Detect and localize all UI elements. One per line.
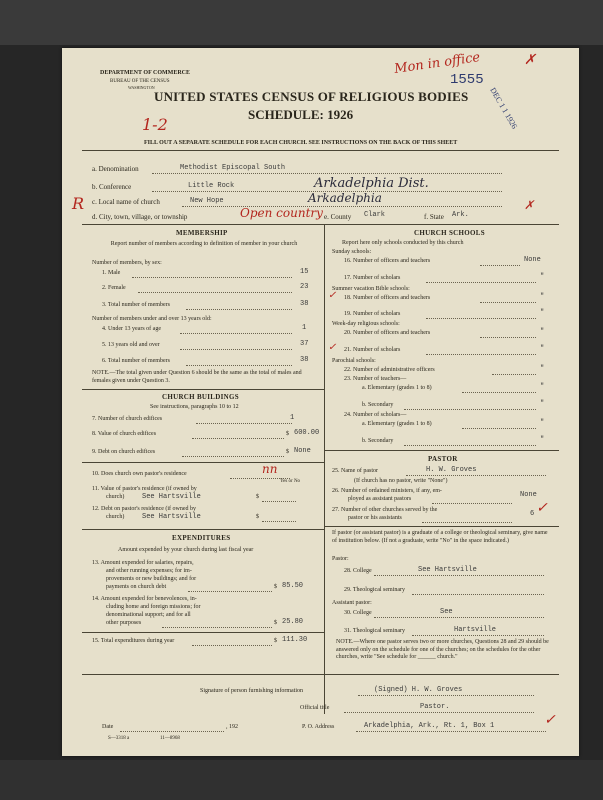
state-value: Ark. — [452, 211, 469, 219]
buildings-instructions: See instructions, paragraphs 10 to 12 — [150, 404, 239, 410]
form-number: S—3318 a — [108, 736, 130, 741]
assistant-college-label: 30. College — [344, 610, 372, 616]
over-13-label: 5. 13 years old and over — [102, 342, 160, 348]
benevolences-label-3: denominational support; and for all — [106, 612, 191, 618]
running-expenses-line — [188, 591, 272, 592]
members-by-sex-label: Number of members, by sex: — [92, 260, 162, 266]
graduate-rule — [324, 526, 559, 527]
male-line — [132, 277, 292, 278]
state-label: f. State — [424, 213, 444, 221]
membership-intro: Report number of members according to definition of member in your church — [110, 241, 298, 247]
bureau-label: BUREAU OF THE CENSUS — [110, 79, 170, 84]
summer-officers-label: 18. Number of officers and teachers — [344, 295, 431, 301]
assistant-seminary-label: 31. Theological seminary — [344, 628, 406, 634]
local-name-value: New Hope — [190, 197, 224, 205]
expenditures-rule — [82, 529, 324, 530]
summer-schools-label: Summer vacation Bible schools: — [332, 286, 410, 292]
edifices-value-line — [192, 438, 284, 439]
denomination-line — [152, 173, 502, 174]
female-label: 2. Female — [102, 285, 126, 291]
sunday-schools-label: Sunday schools: — [332, 249, 372, 255]
under-13-value: 1 — [302, 324, 307, 332]
local-name-line — [182, 206, 502, 207]
weekday-scholars-value: " — [540, 345, 545, 353]
running-expenses-label-2: and other running expenses; for im- — [106, 568, 192, 574]
sunday-officers-value: None — [524, 256, 541, 264]
female-value: 23 — [300, 283, 309, 291]
separate-schedule-instruction: FILL OUT A SEPARATE SCHEDULE FOR EACH CHURCH. SEE INSTRUCTIONS ON THE BACK OF THIS SHEET — [144, 140, 458, 146]
scholars-secondary-line — [404, 445, 536, 446]
department-label: DEPARTMENT OF COMMERCE — [100, 70, 191, 76]
residence-value-value: See Hartsville — [142, 493, 201, 501]
teachers-label: 23. Number of teachers— — [344, 376, 407, 382]
summer-scholars-line — [426, 318, 536, 319]
residence-value-label-2: church) — [106, 494, 125, 500]
expenditures-intro: Amount expended by your church during last fiscal year — [118, 547, 254, 553]
pastor-name-label: 25. Name of pastor — [332, 468, 378, 474]
admin-officers-value: " — [540, 365, 545, 373]
received-stamp-number: 1555 — [450, 72, 484, 88]
official-title-label: Official title — [300, 705, 330, 711]
pastor-rule — [324, 450, 559, 451]
teachers-secondary-value: " — [540, 400, 545, 408]
scholars-secondary-value: " — [540, 436, 545, 444]
running-expenses-label: 13. Amount expended for salaries, repairs, — [92, 560, 194, 566]
total-expenditures-value: 111.30 — [282, 636, 308, 644]
pastor-note: NOTE.—Where one pastor serves two or more churches, Questions 28 and 29 should be answered only on the schedule for one of the churches; on the schedules for the other churches, write "See schedule for ______ church." — [336, 639, 549, 660]
teachers-secondary-line — [404, 409, 536, 410]
date-year: , 192 — [226, 724, 238, 730]
edifices-debt-dollar: $ — [286, 449, 289, 455]
pastor-name-line — [406, 475, 546, 476]
scholars-elementary-line — [462, 428, 536, 429]
pastor-name-value: H. W. Groves — [426, 466, 477, 474]
yes-or-no-hint: Yes or No — [280, 479, 301, 484]
po-address-line — [356, 731, 546, 732]
residence-debt-value: See Hartsville — [142, 513, 201, 521]
background-top — [0, 0, 603, 45]
benevolences-dollar: $ — [274, 620, 277, 626]
county-label: e. County — [324, 213, 352, 221]
weekday-check-mark: ✓ — [328, 342, 337, 353]
footer-rule — [82, 674, 559, 675]
summer-officers-line — [480, 302, 536, 303]
pastor-college-value: See Hartsville — [418, 566, 477, 574]
total-members-age-line — [186, 365, 292, 366]
running-expenses-label-3: provements or new buildings; and for — [106, 576, 197, 582]
date-line — [120, 731, 224, 732]
pastor-seminary-label: 29. Theological seminary — [344, 587, 406, 593]
female-line — [138, 292, 292, 293]
graduate-note: If pastor (or assistant pastor) is a graduate of a college or theological seminary, give name of institution below. (If not a graduate, write "No" in the space indicated.) — [332, 530, 548, 544]
teachers-elementary-label: a. Elementary (grades 1 to 8) — [362, 385, 432, 391]
male-label: 1. Male — [102, 270, 121, 276]
other-churches-check-mark: ✓ — [536, 500, 548, 516]
identity-rule — [82, 224, 559, 225]
edifices-count-value: 1 — [290, 414, 295, 422]
membership-heading: MEMBERSHIP — [176, 229, 228, 237]
edifices-value-dollar: $ — [286, 431, 289, 437]
over-13-line — [180, 349, 292, 350]
total-members-age-value: 38 — [300, 356, 309, 364]
office-note: Mon in office — [393, 50, 482, 77]
denomination-label: a. Denomination — [92, 165, 139, 173]
conference-label: b. Conference — [92, 183, 132, 191]
city-town-label: d. City, town, village, or township — [92, 213, 188, 221]
local-name-label: c. Local name of church — [92, 198, 160, 206]
assistant-ministers-label: 26. Number of ordained ministers, if any, em- — [332, 488, 442, 494]
assistant-pastor-label: Assistant pastor: — [332, 600, 372, 606]
admin-officers-line — [492, 374, 536, 375]
district-handwritten: Arkadelphia Dist. — [314, 176, 429, 191]
summer-scholars-value: " — [540, 309, 545, 317]
assistant-seminary-line — [412, 635, 544, 636]
edifices-count-label: 7. Number of church edifices — [92, 416, 163, 422]
total-members-label: 3. Total number of members — [102, 302, 170, 308]
assistant-ministers-label-2: ployed as assistant pastors — [348, 496, 412, 502]
assistant-ministers-value: None — [520, 491, 537, 499]
sunday-officers-label: 16. Number of officers and teachers — [344, 258, 431, 264]
residence-value-line — [262, 501, 296, 502]
buildings-heading: CHURCH BUILDINGS — [162, 393, 239, 401]
residence-value-dollar: $ — [256, 494, 259, 500]
assistant-college-value: See — [440, 608, 453, 616]
signature-label: Signature of person furnishing information — [200, 688, 303, 694]
sunday-scholars-value: " — [540, 273, 545, 281]
signature-value: (Signed) H. W. Groves — [374, 686, 463, 694]
sunday-officers-line — [480, 265, 520, 266]
membership-note: NOTE.—The total given under Question 6 should be the same as the total of males and females given under Question 3. — [92, 370, 302, 384]
residence-value-label: 11. Value of pastor's residence (if owned by — [92, 486, 197, 492]
schools-intro: Report here only schools conducted by this church — [342, 240, 464, 246]
county-value: Clark — [364, 211, 386, 219]
form-title: UNITED STATES CENSUS OF RELIGIOUS BODIES — [154, 89, 469, 104]
po-address-value: Arkadelphia, Ark., Rt. 1, Box 1 — [364, 722, 495, 730]
scholars-elementary-label: a. Elementary (grades 1 to 8) — [362, 421, 432, 427]
assistant-college-line — [374, 617, 544, 618]
edifices-debt-line — [182, 456, 284, 457]
running-expenses-dollar: $ — [274, 584, 277, 590]
running-expenses-value: 85.50 — [282, 582, 304, 590]
date-label: Date — [102, 724, 114, 730]
teachers-elementary-value: " — [540, 383, 545, 391]
pastor-college-line — [374, 575, 544, 576]
residence-debt-line — [262, 521, 296, 522]
locality-handwritten: Arkadelphia — [308, 191, 382, 205]
total-exp-rule — [82, 632, 324, 633]
signature-line — [358, 695, 534, 696]
under-13-label: 4. Under 13 years of age — [102, 326, 161, 332]
check-mark: ✗ — [524, 52, 536, 68]
assistant-ministers-line — [432, 503, 512, 504]
conference-value: Little Rock — [188, 182, 235, 190]
owns-residence-label: 10. Does church own pastor's residence — [92, 471, 187, 477]
admin-officers-label: 22. Number of administrative officers — [344, 367, 435, 373]
teachers-secondary-label: b. Secondary — [362, 402, 394, 408]
background-table — [0, 760, 603, 800]
male-value: 15 — [300, 268, 309, 276]
edifices-value-label: 8. Value of church edifices — [92, 431, 157, 437]
benevolences-label-4: other purposes — [106, 620, 142, 626]
running-expenses-label-4: payments on church debt — [106, 584, 167, 590]
owns-residence-handwritten: nn — [262, 462, 278, 476]
schedule-title: SCHEDULE: 1926 — [248, 107, 354, 122]
address-check-mark: ✓ — [544, 712, 556, 728]
r-mark: R — [72, 194, 85, 213]
benevolences-label-2: cluding home and foreign missions; for — [106, 604, 201, 610]
weekday-officers-value: " — [540, 328, 545, 336]
other-churches-label: 27. Number of other churches served by the — [332, 507, 438, 513]
print-number: 11—8968 — [160, 736, 180, 741]
received-stamp-date: DEC 1 1 1926 — [488, 86, 519, 131]
edifices-value-amount: 600.00 — [294, 429, 320, 437]
debt-rule — [82, 462, 324, 463]
pastor-seminary-line — [412, 594, 544, 595]
total-expenditures-dollar: $ — [274, 638, 277, 644]
census-form-sheet — [62, 48, 579, 756]
teachers-elementary-line — [462, 392, 536, 393]
sunday-scholars-label: 17. Number of scholars — [344, 275, 401, 281]
edifices-debt-label: 9. Debt on church edifices — [92, 449, 156, 455]
pastor-college-label: 28. College — [344, 568, 372, 574]
expenditures-heading: EXPENDITURES — [172, 534, 231, 542]
scholars-secondary-label: b. Secondary — [362, 438, 394, 444]
pastor-none-note: (If church has no pastor, write "None") — [354, 478, 448, 484]
weekday-schools-label: Week-day religious schools: — [332, 321, 400, 327]
state-check-mark: ✗ — [524, 198, 535, 212]
header-rule — [82, 150, 559, 151]
city-label: WASHINGTON — [128, 85, 155, 90]
po-address-label: P. O. Address — [302, 724, 335, 730]
edifices-count-line — [196, 423, 292, 424]
official-title-line — [344, 712, 534, 713]
total-members-age-label: 6. Total number of members — [102, 358, 170, 364]
official-title-value: Pastor. — [420, 703, 450, 711]
total-members-value: 38 — [300, 300, 309, 308]
residence-debt-label-2: church) — [106, 514, 125, 520]
open-country-handwritten: Open country — [240, 206, 323, 220]
edifices-debt-value: None — [294, 447, 311, 455]
schools-heading: CHURCH SCHOOLS — [414, 229, 485, 237]
benevolences-line — [162, 627, 272, 628]
scholars-elementary-value: " — [540, 419, 545, 427]
benevolences-label: 14. Amount expended for benevolences, in- — [92, 596, 197, 602]
other-churches-value: 6 — [530, 510, 535, 518]
buildings-rule — [82, 389, 324, 390]
parochial-schools-label: Parochial schools: — [332, 358, 376, 364]
total-expenditures-label: 15. Total expenditures during year — [92, 638, 175, 644]
residence-debt-label: 12. Debt on pastor's residence (if owned by — [92, 506, 197, 512]
assistant-seminary-value: Hartsville — [454, 626, 497, 634]
summer-scholars-label: 19. Number of scholars — [344, 311, 401, 317]
total-expenditures-line — [192, 645, 272, 646]
sunday-scholars-line — [426, 282, 536, 283]
other-churches-line — [422, 522, 512, 523]
column-divider — [324, 224, 325, 714]
summer-officers-value: " — [540, 293, 545, 301]
weekday-officers-line — [480, 337, 536, 338]
total-members-line — [186, 309, 292, 310]
pastor-heading: PASTOR — [428, 455, 458, 463]
other-churches-label-2: pastor or his assistants — [348, 515, 402, 521]
residence-debt-dollar: $ — [256, 514, 259, 520]
weekday-scholars-label: 21. Number of scholars — [344, 347, 401, 353]
age-intro-label: Number of members under and over 13 years old: — [92, 316, 212, 322]
weekday-officers-label: 20. Number of officers and teachers — [344, 330, 431, 336]
over-13-value: 37 — [300, 340, 309, 348]
under-13-line — [180, 333, 292, 334]
pastor-label: Pastor: — [332, 556, 349, 562]
parochial-scholars-label: 24. Number of scholars— — [344, 412, 407, 418]
summer-check-mark: ✓ — [328, 290, 337, 301]
denomination-value: Methodist Episcopal South — [180, 164, 286, 172]
code-mark: 1-2 — [142, 115, 168, 134]
weekday-scholars-line — [426, 354, 536, 355]
benevolences-value: 25.80 — [282, 618, 304, 626]
